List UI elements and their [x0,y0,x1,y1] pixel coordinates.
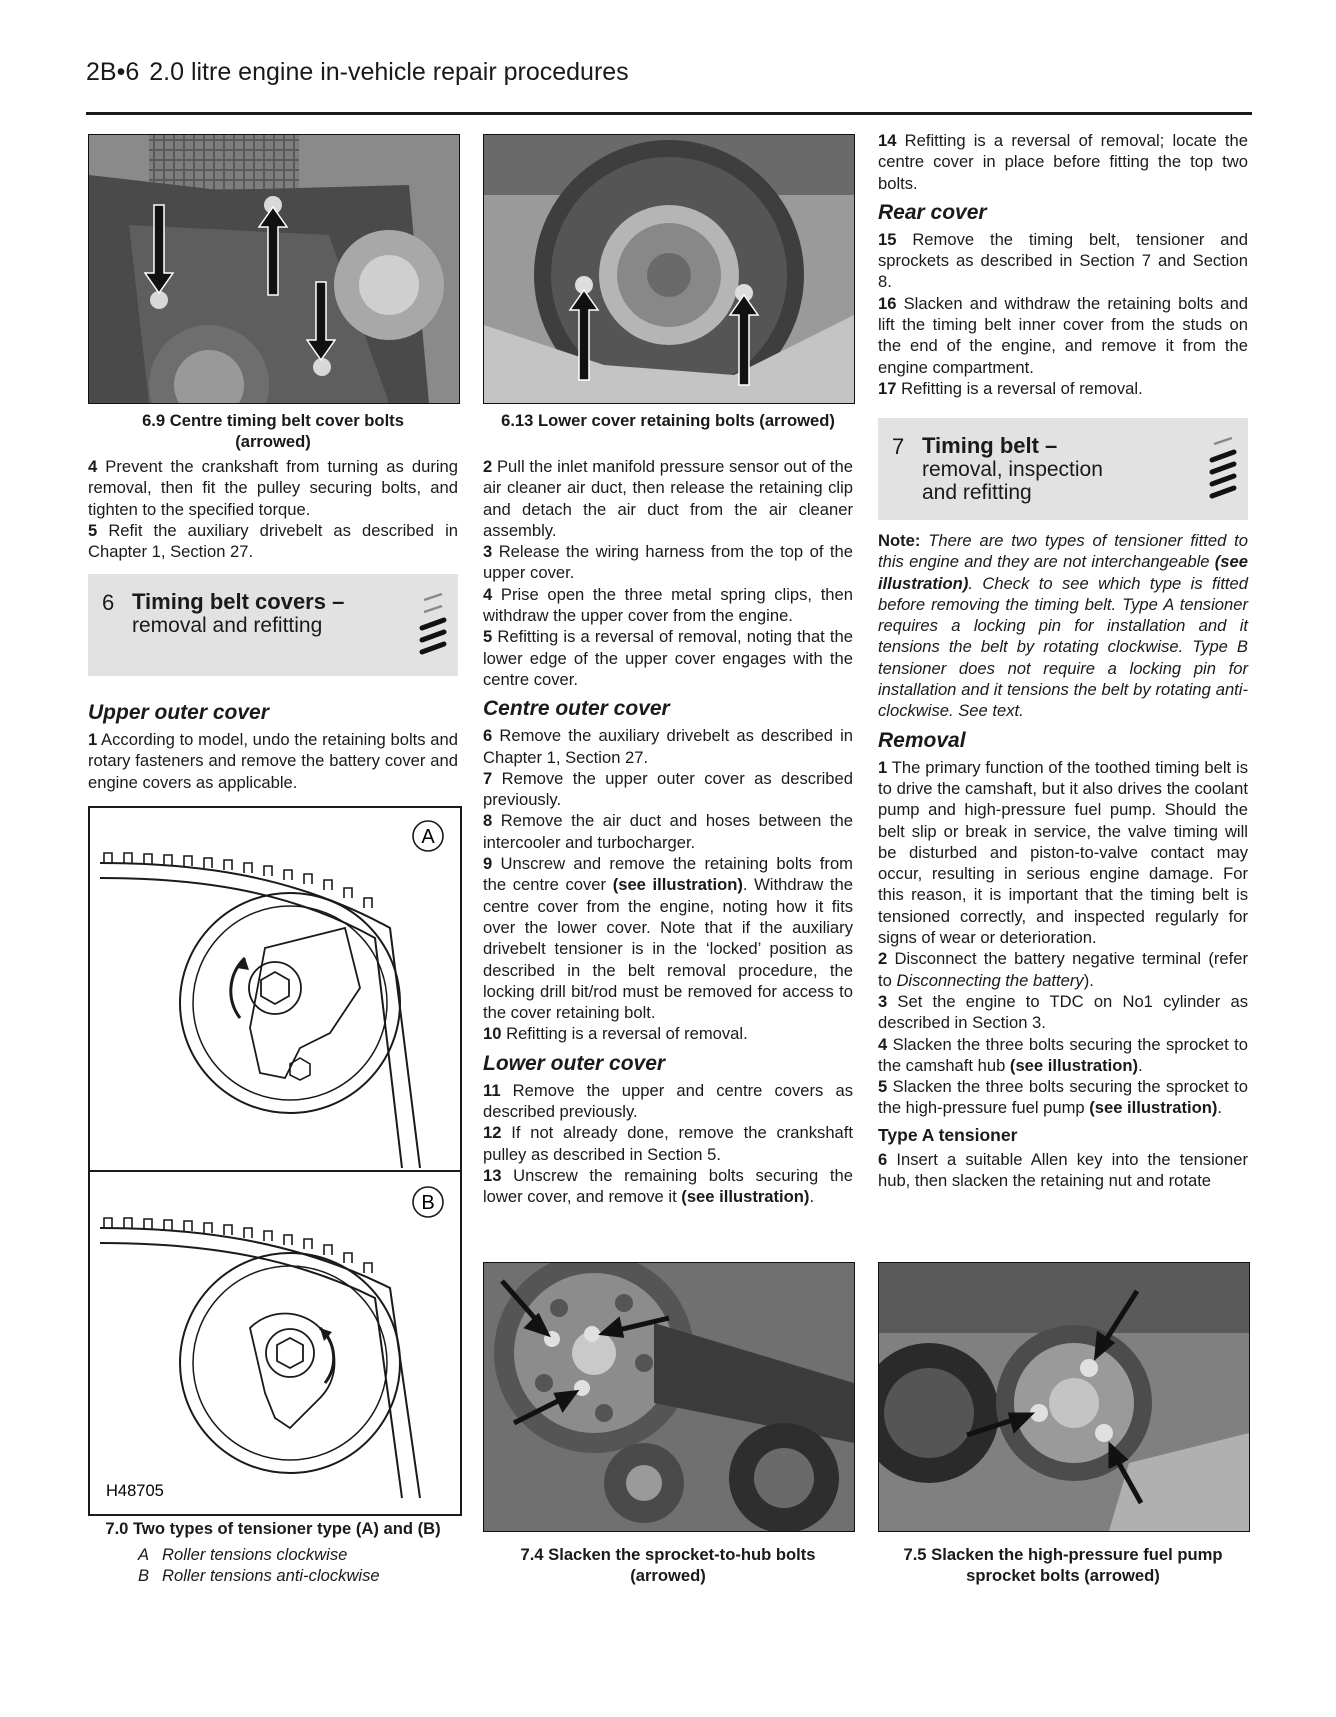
caption-7-4 [483,1544,853,1586]
para [483,1023,853,1044]
legend-row [138,1544,458,1565]
para [878,991,1248,1034]
section-7-box [878,418,1248,520]
see-illustration: (see illustration) [1009,1055,1139,1075]
para-text: Prevent the crankshaft from turning as during removal, then fit the pulley securing bolts, and tighten to the specified torque. [88,457,458,519]
para-text: Remove the upper outer cover as described previously. [483,768,853,810]
caption-7-0: 7.0 Two types of tensioner type (A) and (B) [105,1519,441,1538]
caption-6-13: 6.13 Lower cover retaining bolts (arrowed) [501,411,835,430]
para-number: 5 [483,627,493,647]
para-text: Slacken the three bolts securing the sprocket to the camshaft hub [878,1034,1248,1075]
para-number: 6 [483,726,493,746]
para-number: 4 [878,1034,888,1054]
para [878,293,1248,378]
para-text: Refitting is a reversal of removal. [501,1024,748,1044]
para [878,229,1248,293]
para-number: 1 [878,757,888,777]
note-label: Note: [878,531,921,550]
page-number: 2B•6 [86,58,140,86]
caption-line: 7.4 Slacken the sprocket-to-hub bolts [520,1545,816,1564]
para-number: 17 [878,378,897,398]
para-text: Disconnect the battery negative terminal (refer to [878,949,1248,990]
note [878,530,1248,722]
para-number: 16 [878,293,897,313]
section-subtitle-line2: and refitting [922,481,1032,504]
figure-code: H48705 [106,1482,164,1500]
para [878,378,1248,399]
subheading-lower-outer-cover: Lower outer cover [483,1051,666,1075]
see-illustration: (see illustration) [681,1187,810,1207]
section-6-box [88,574,458,676]
photo-lower-cover-bolts [483,134,855,404]
para [483,768,853,811]
para-text: . [1217,1098,1223,1118]
para-text: Refit the auxiliary drivebelt as described in Chapter 1, Section 27. [88,520,458,562]
section-title: Timing belt covers – [132,589,345,614]
para-text: The primary function of the toothed timing belt is to drive the camshaft, but it also drives the coolant pump and high-pressure fuel pump. Should the belt slip or break in service, the valve timing will be disturbed and piston-to-valve contact may occur, resulting in serious engine damage. For this reason, it is important that the timing belt is tensioned correctly, and inspected regularly for signs of wear or deterioration. [878,757,1248,948]
legend-key: B [138,1566,150,1585]
col3-top [878,130,1248,399]
para-text: Unscrew the remaining bolts securing the lower cover, and remove it [483,1165,853,1207]
caption-7-0-legend [138,1544,458,1586]
photo-fuel-pump-sprocket-bolts [878,1262,1250,1532]
col1-upper [88,456,458,562]
para-text: Pull the inlet manifold pressure sensor out of the air cleaner air duct, then release the retaining clip and detach the air duct from the air cleaner assembly. [483,457,853,540]
section-title: Timing belt – [922,433,1058,458]
para [483,584,853,627]
para [878,757,1248,949]
para-text: Refitting is a reversal of removal. [896,378,1143,398]
para [483,810,853,853]
para-number: 13 [483,1165,502,1185]
para-text: . [809,1187,815,1207]
para-number: 3 [878,991,888,1011]
see-illustration: (see illustration) [878,552,1248,593]
para [483,1165,853,1208]
para-number: 11 [483,1080,501,1100]
difficulty-spanner-icon [416,588,450,662]
para-text: Remove the upper and centre covers as described previously. [483,1080,853,1122]
para-text: Slacken the three bolts securing the sprocket to the high-pressure fuel pump [878,1077,1248,1118]
para [483,456,853,541]
para-text: Slacken and withdraw the retaining bolts and lift the timing belt inner cover from the studs on the end of the engine, and remove it from the engine compartment. [878,293,1248,377]
caption-6-9 [88,410,458,452]
para [88,520,458,563]
para [88,729,458,793]
caption-7-5 [878,1544,1248,1586]
para [483,626,853,690]
para-number: 6 [878,1150,888,1170]
subheading-removal: Removal [878,728,966,752]
label-b: B [421,1192,435,1214]
para-number: 4 [88,457,98,476]
para-number: 5 [878,1077,888,1097]
subheading-centre-outer-cover: Centre outer cover [483,697,670,721]
para-number: 12 [483,1123,502,1143]
para-number: 2 [878,949,888,969]
para-text: Remove the air duct and hoses between the intercooler and turbocharger. [483,811,853,852]
para-number: 4 [483,584,493,604]
para-text: Insert a suitable Allen key into the tensioner hub, then slacken the retaining nut and rotate [878,1150,1248,1191]
para-number: 10 [483,1024,502,1044]
para [483,725,853,768]
legend-text: Roller tensions anti-clockwise [162,1566,380,1585]
label-a: A [421,826,435,848]
para [483,853,853,1023]
header-rule [86,112,1252,115]
note-text: . Check to see which type is fitted before removing the timing belt. Type A tensioner requires a locking pin for installation and it tensions the belt by rotating clockwise. Type B tensioner does not require a locking pin for installation and it tensions the belt by rotating anti-clockwise. See text. [878,573,1248,721]
photo-sprocket-hub-bolts [483,1262,855,1532]
difficulty-spanner-icon [1206,432,1240,506]
diagram-tensioner-types [88,806,462,1516]
para-number: 14 [878,131,897,150]
para [878,948,1248,991]
para [878,1076,1248,1119]
subheading-rear-cover: Rear cover [878,200,987,224]
caption-line: 6.9 Centre timing belt cover bolts [142,411,404,430]
section-number: 6 [102,590,115,615]
para-number: 5 [88,520,98,540]
see-illustration: (see illustration) [612,875,743,895]
para [88,456,458,520]
note-text: There are two types of tensioner fitted to this engine and they are not interchangeable [878,531,1248,572]
para-text: . Withdraw the centre cover from the engine, noting how it fits over the lower cover. Note that if the auxiliary drivebelt tensioner is in the ‘locked’ position as described in the belt removal procedure, the locking drill bit/rod must be removed for access to the cover retaining bolt. [483,875,853,1023]
para [878,1149,1248,1192]
para-text: Set the engine to TDC on No1 cylinder as described in Section 3. [878,991,1248,1033]
caption-line: sprocket bolts (arrowed) [966,1566,1160,1585]
para-number: 7 [483,768,493,788]
caption-line: 7.5 Slacken the high-pressure fuel pump [903,1545,1223,1564]
para [878,130,1248,194]
section-number: 7 [892,434,905,459]
para-number: 1 [88,730,98,749]
para-text: Unscrew and remove the retaining bolts from the centre cover [483,854,853,895]
para-number: 2 [483,457,493,476]
caption-line: (arrowed) [630,1566,706,1585]
para-text: . [1138,1055,1143,1075]
para [878,1034,1248,1077]
para-italic: Disconnecting the battery [896,970,1084,990]
col3-bottom [878,530,1248,1192]
para-text: ). [1083,970,1094,990]
para-text: Prise open the three metal spring clips, then withdraw the upper cover from the engine. [483,584,853,626]
page-header [86,58,629,87]
para-text: According to model, undo the retaining bolts and rotary fasteners and remove the battery cover and engine covers as applicable. [88,730,458,792]
photo-centre-cover-bolts [88,134,460,404]
para-text: Refitting is a reversal of removal; locate the centre cover in place before fitting the top two bolts. [878,131,1248,193]
section-subtitle: removal and refitting [132,614,323,637]
caption-line: (arrowed) [235,432,311,451]
legend-row [138,1565,458,1586]
legend-text: Roller tensions clockwise [162,1545,348,1564]
para-text: Release the wiring harness from the top of the upper cover. [483,542,853,583]
col2-text [483,456,853,1208]
para-number: 15 [878,229,897,249]
col1-lower [88,694,458,793]
subheading-type-a-tensioner: Type A tensioner [878,1124,1018,1145]
para-number: 8 [483,811,493,831]
para-text: Remove the timing belt, tensioner and sprockets as described in Section 7 and Section 8. [878,229,1248,292]
para-text: Remove the auxiliary drivebelt as described in Chapter 1, Section 27. [483,726,853,767]
page-title: 2.0 litre engine in-vehicle repair procedures [149,58,629,86]
para-text: If not already done, remove the crankshaft pulley as described in Section 5. [483,1123,853,1164]
section-subtitle: removal, inspection [922,458,1103,481]
para [483,1122,853,1165]
legend-key: A [138,1545,150,1564]
para-text: Refitting is a reversal of removal, noting that the lower edge of the upper cover engages with the centre cover. [483,627,853,689]
para [483,541,853,584]
see-illustration: (see illustration) [1089,1098,1218,1118]
para [483,1080,853,1123]
para-number: 9 [483,854,493,874]
para-number: 3 [483,542,493,562]
subheading-upper-outer-cover: Upper outer cover [88,701,269,724]
